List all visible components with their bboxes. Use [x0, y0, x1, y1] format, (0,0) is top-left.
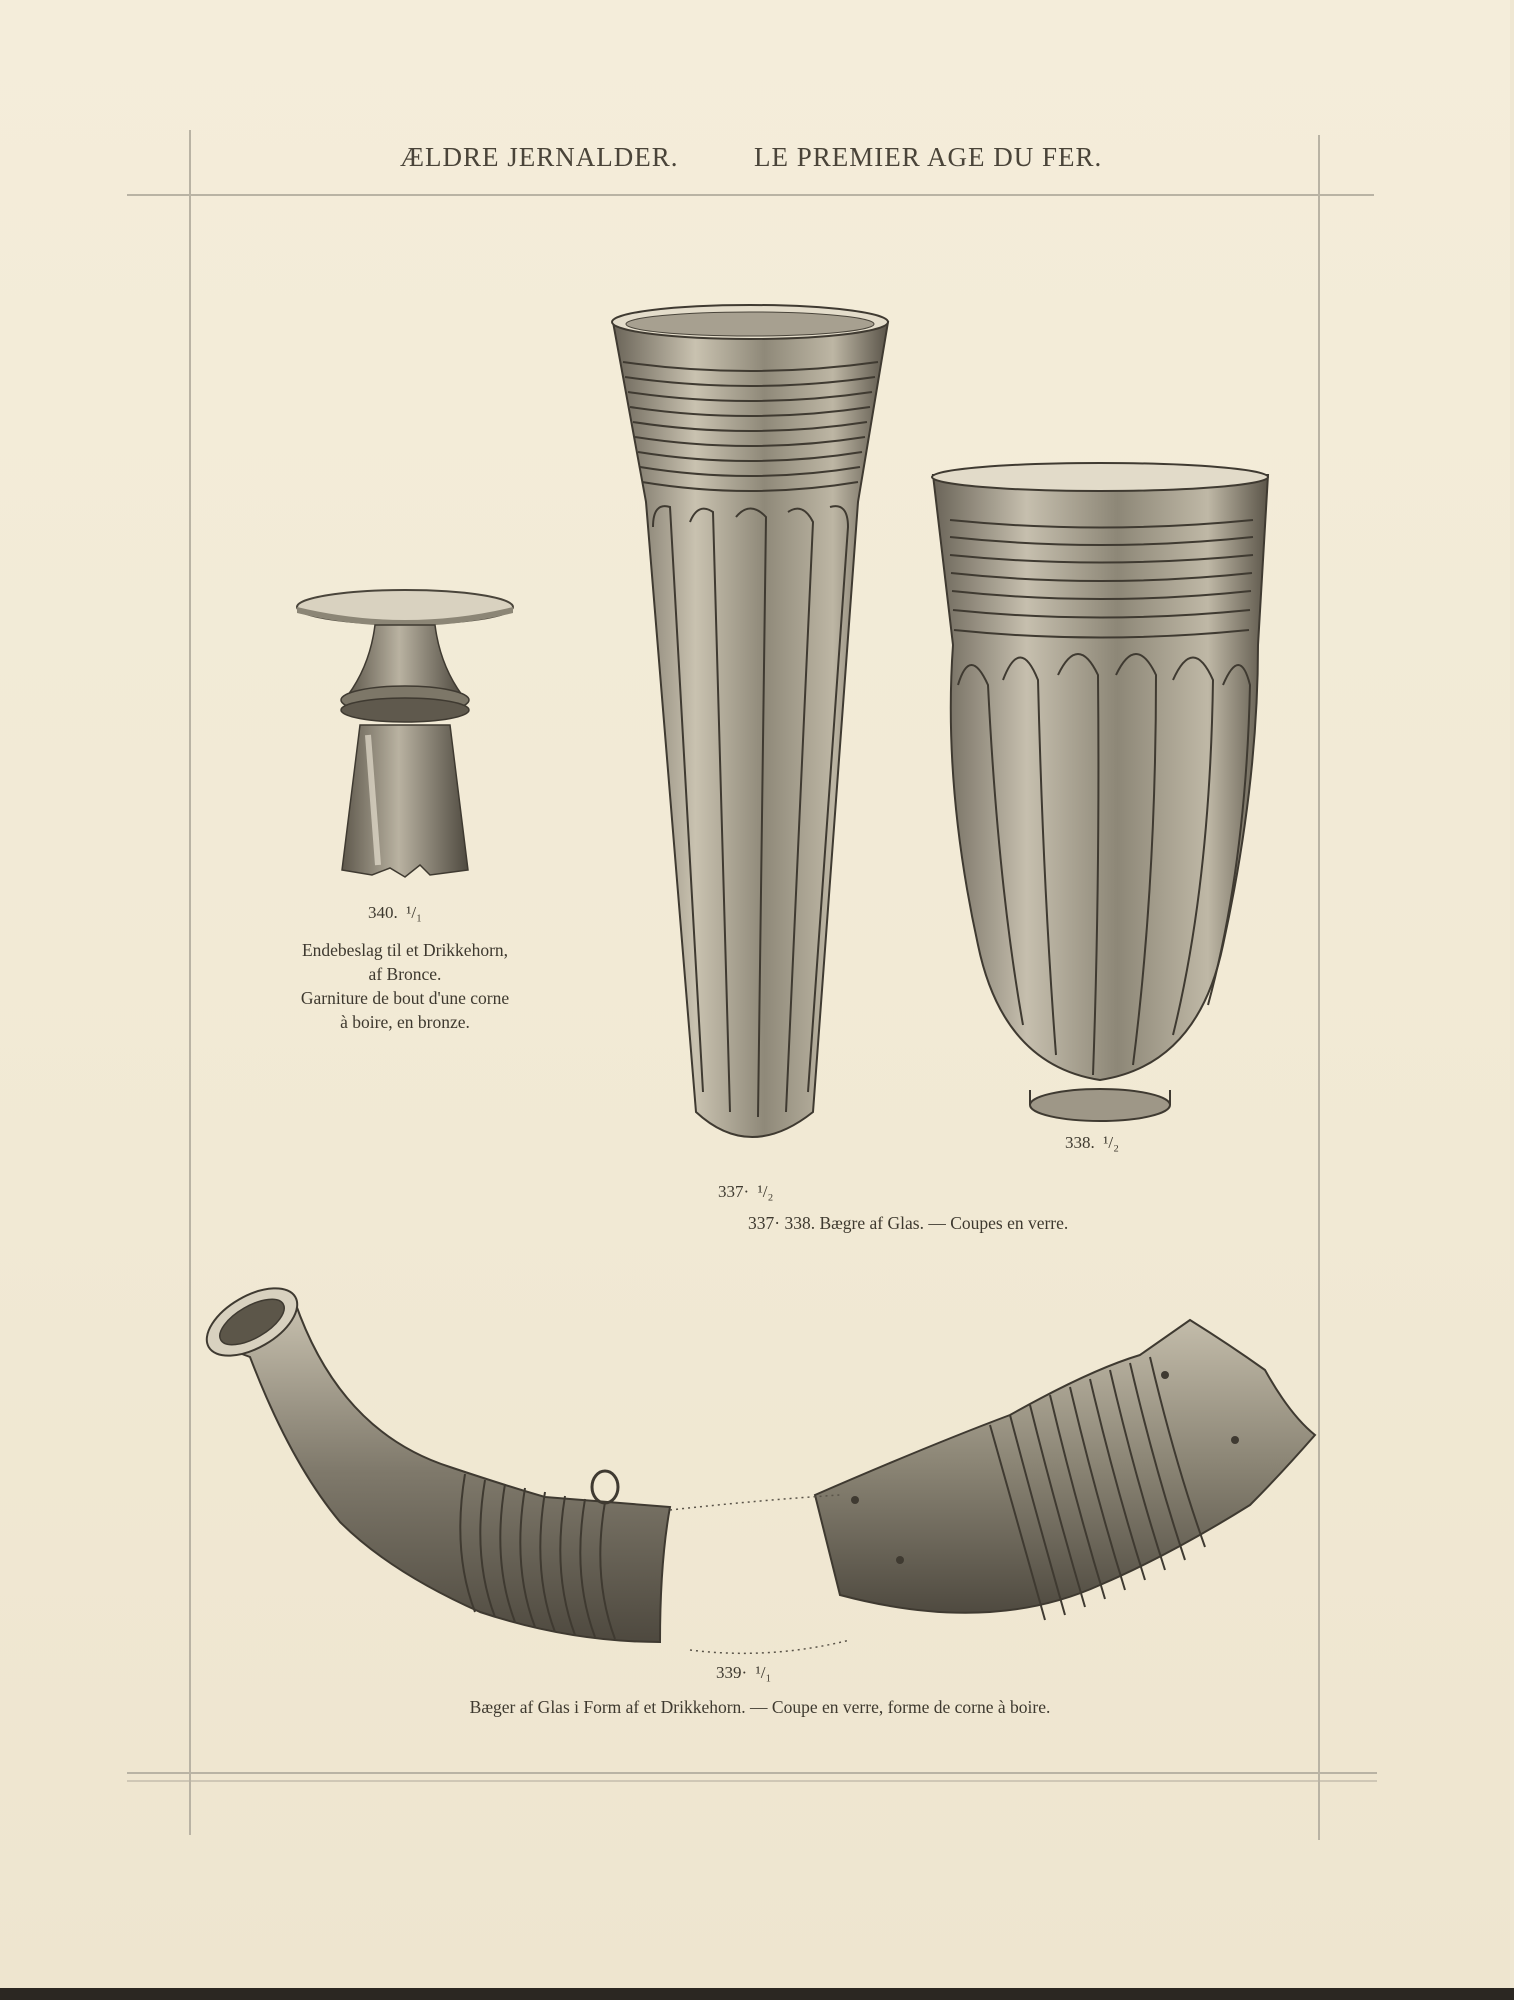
fig340-caption-line: af Bronce.: [368, 964, 442, 984]
fig337-number: 337·: [718, 1182, 750, 1201]
top-rule: [127, 194, 1374, 196]
bronze-end-fitting-illustration: [290, 585, 520, 885]
footed-glass-beaker-illustration: [928, 465, 1273, 1125]
fig337-338-caption: 337· 338. Bægre af Glas. — Coupes en verre.: [748, 1213, 1069, 1233]
horn-connection-dotted-line: [660, 1490, 860, 1660]
fig339-caption: Bæger af Glas i Form af et Drikkehorn. — Coupe en verre, forme de corne à boire.: [469, 1697, 1051, 1717]
fig337-scale: ¹/₂: [757, 1182, 774, 1201]
fig340-caption: [270, 938, 540, 1034]
fig339-number: 339·: [716, 1663, 748, 1682]
fig338-number: 338.: [1065, 1133, 1095, 1152]
fig338-scale: ¹/₂: [1103, 1133, 1119, 1152]
fig340-label: [368, 903, 422, 923]
fig340-scale: ¹/₁: [406, 903, 422, 922]
fig340-number: 340.: [368, 903, 398, 922]
fig340-caption-line: Garniture de bout d'une corne: [300, 988, 510, 1008]
fig337-label: [718, 1182, 773, 1202]
fig339-scale: ¹/₁: [755, 1663, 772, 1682]
header-left-title: ÆLDRE JERNALDER.: [400, 142, 679, 172]
fig338-label: [1065, 1133, 1119, 1153]
conical-glass-beaker-illustration: [608, 302, 893, 1162]
page-bottom-edge: [0, 1988, 1514, 2000]
bottom-rule-inner: [127, 1780, 1377, 1782]
horn-glass-beaker-left-fragment-illustration: [190, 1262, 680, 1652]
header-right-title: LE PREMIER AGE DU FER.: [754, 142, 1103, 172]
right-rule: [1318, 135, 1320, 1840]
fig340-caption-line: à boire, en bronze.: [340, 1012, 470, 1032]
fig340-caption-line: Endebeslag til et Drikkehorn,: [301, 940, 509, 960]
bottom-rule: [127, 1772, 1377, 1774]
fig339-label: [716, 1663, 771, 1683]
horn-glass-beaker-right-fragment-illustration: [810, 1315, 1315, 1660]
